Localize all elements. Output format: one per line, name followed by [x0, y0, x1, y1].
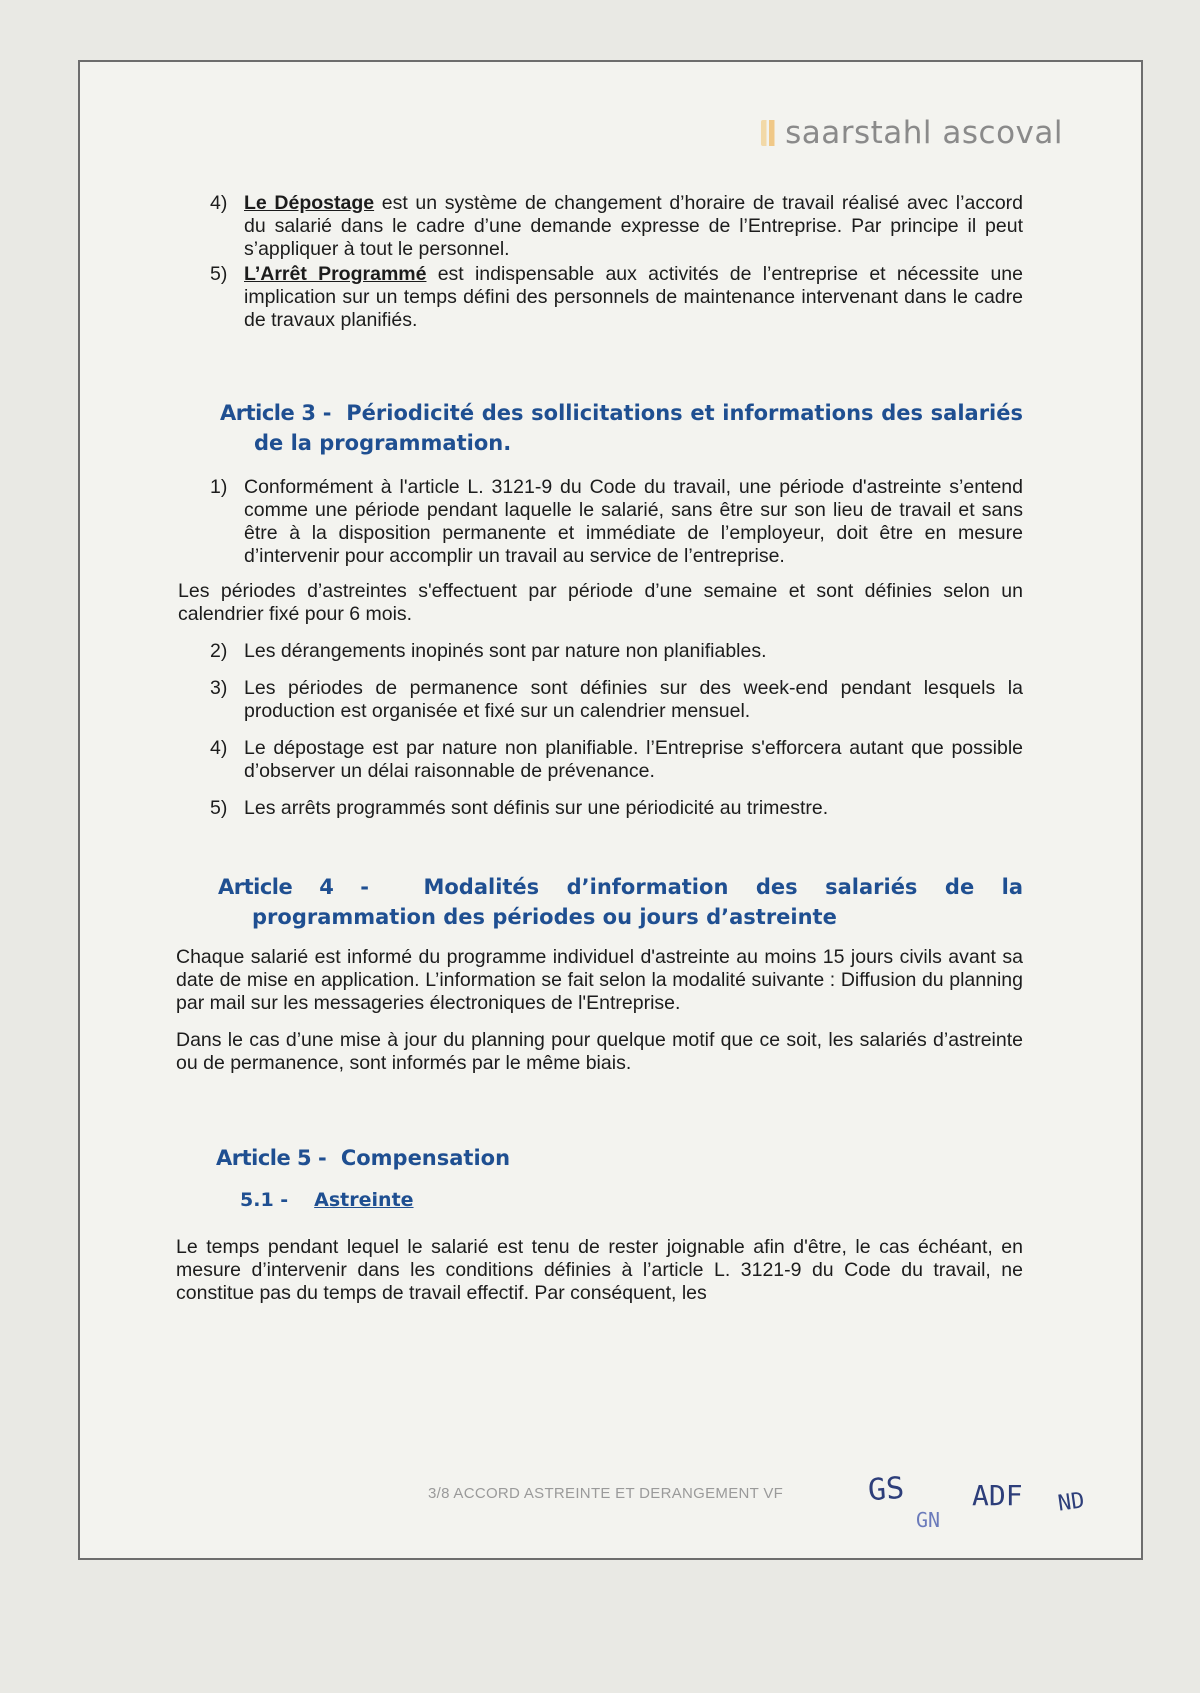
paragraph: Les périodes d’astreintes s'effectuent par période d’une semaine et sont définies selon un calendrier fixé pour 6 mois.	[178, 580, 1023, 625]
item-text: Les périodes de permanence sont définies sur des week-end pendant lesquels la production est organisée et fixé sur un calendrier mensuel.	[244, 677, 1023, 722]
handwritten-initials: ND	[1056, 1488, 1087, 1517]
list-item	[210, 476, 1023, 568]
article-title: Périodicité des sollicitations et informations des salariés de la programmation.	[254, 401, 1023, 455]
paragraph: Dans le cas d’une mise à jour du planning pour quelque motif que ce soit, les salariés d’astreinte ou de permanence, sont informés par le même biais.	[176, 1029, 1023, 1074]
list-item	[210, 263, 1023, 332]
article-number: Article 3 -	[220, 401, 331, 425]
definitions-list	[210, 192, 1023, 332]
logo-mark-icon	[761, 120, 779, 146]
handwritten-initials: GN	[916, 1508, 941, 1532]
article-5-heading	[216, 1143, 1023, 1173]
paragraph: Chaque salarié est informé du programme individuel d'astreinte au moins 15 jours civils avant sa date de mise en application. L’information se fait selon la modalité suivante : Diffusion du planning par mail sur les messageries électroniques de l'Entreprise.	[176, 946, 1023, 1014]
article-title: Modalités d’information des salariés de la programmation des périodes ou jours d’astreinte	[252, 875, 1024, 929]
item-number: 4)	[210, 192, 228, 214]
article-3-heading	[220, 398, 1023, 458]
item-number: 4)	[210, 737, 228, 759]
list-item	[210, 192, 1023, 261]
paragraph: Le temps pendant lequel le salarié est tenu de rester joignable afin d'être, le cas échéant, en mesure d’intervenir dans les conditions définies à l’article L. 3121-9 du Code du travail, ne constitue pas du temps de travail effectif. Par conséquent, les	[176, 1236, 1023, 1304]
item-number: 5)	[210, 263, 228, 285]
logo-text: saarstahl ascoval	[785, 115, 1063, 151]
handwritten-initials: ADF	[972, 1479, 1023, 1512]
item-text: est indispensable aux activités de l’entreprise et nécessite une implication sur un temps défini des personnels de maintenance intervenant dans le cadre de travaux planifiés.	[244, 263, 1023, 331]
item-text: Conformément à l'article L. 3121-9 du Code du travail, une période d'astreinte s’entend comme une période pendant laquelle le salarié, sans être sur son lieu de travail et sans être à la disposition permanente et immédiate de l’employeur, doit être en mesure d’intervenir pour accomplir un travail au service de l’entreprise.	[244, 476, 1023, 567]
section-5-1-heading	[240, 1189, 1023, 1212]
page-footer: 3/8 ACCORD ASTREINTE ET DERANGEMENT VF	[428, 1485, 784, 1502]
item-number: 1)	[210, 476, 228, 498]
term-depostage: Le Dépostage	[244, 192, 375, 214]
item-number: 3)	[210, 677, 228, 699]
article-number: Article 4 -	[218, 875, 369, 899]
list-item	[210, 640, 1023, 663]
item-text: Les arrêts programmés sont définis sur une périodicité au trimestre.	[244, 797, 829, 819]
sub-title: Astreinte	[314, 1189, 414, 1211]
item-text: est un système de changement d’horaire de travail réalisé avec l’accord du salarié dans le cadre d’une demande expresse de l’Entreprise. Par principe il peut s’appliquer à tout le personnel.	[244, 192, 1023, 260]
item-text: Le dépostage est par nature non planifiable. l’Entreprise s'efforcera autant que possible d’observer un délai raisonnable de prévenance.	[244, 737, 1023, 782]
item-text: Les dérangements inopinés sont par nature non planifiables.	[244, 640, 767, 662]
item-number: 2)	[210, 640, 228, 662]
document-page	[78, 60, 1143, 1560]
document-body	[176, 192, 1024, 1319]
company-logo	[761, 115, 1063, 151]
article-number: Article 5 -	[216, 1146, 327, 1170]
sub-number: 5.1 -	[240, 1189, 289, 1211]
list-item	[210, 737, 1023, 783]
article-4-heading	[218, 872, 1023, 932]
article-title: Compensation	[340, 1146, 511, 1170]
item-number: 5)	[210, 797, 228, 819]
handwritten-initials: GS	[866, 1470, 906, 1509]
term-arret-programme: L’Arrêt Programmé	[244, 263, 427, 285]
list-item	[210, 797, 1023, 820]
list-item	[210, 677, 1023, 723]
